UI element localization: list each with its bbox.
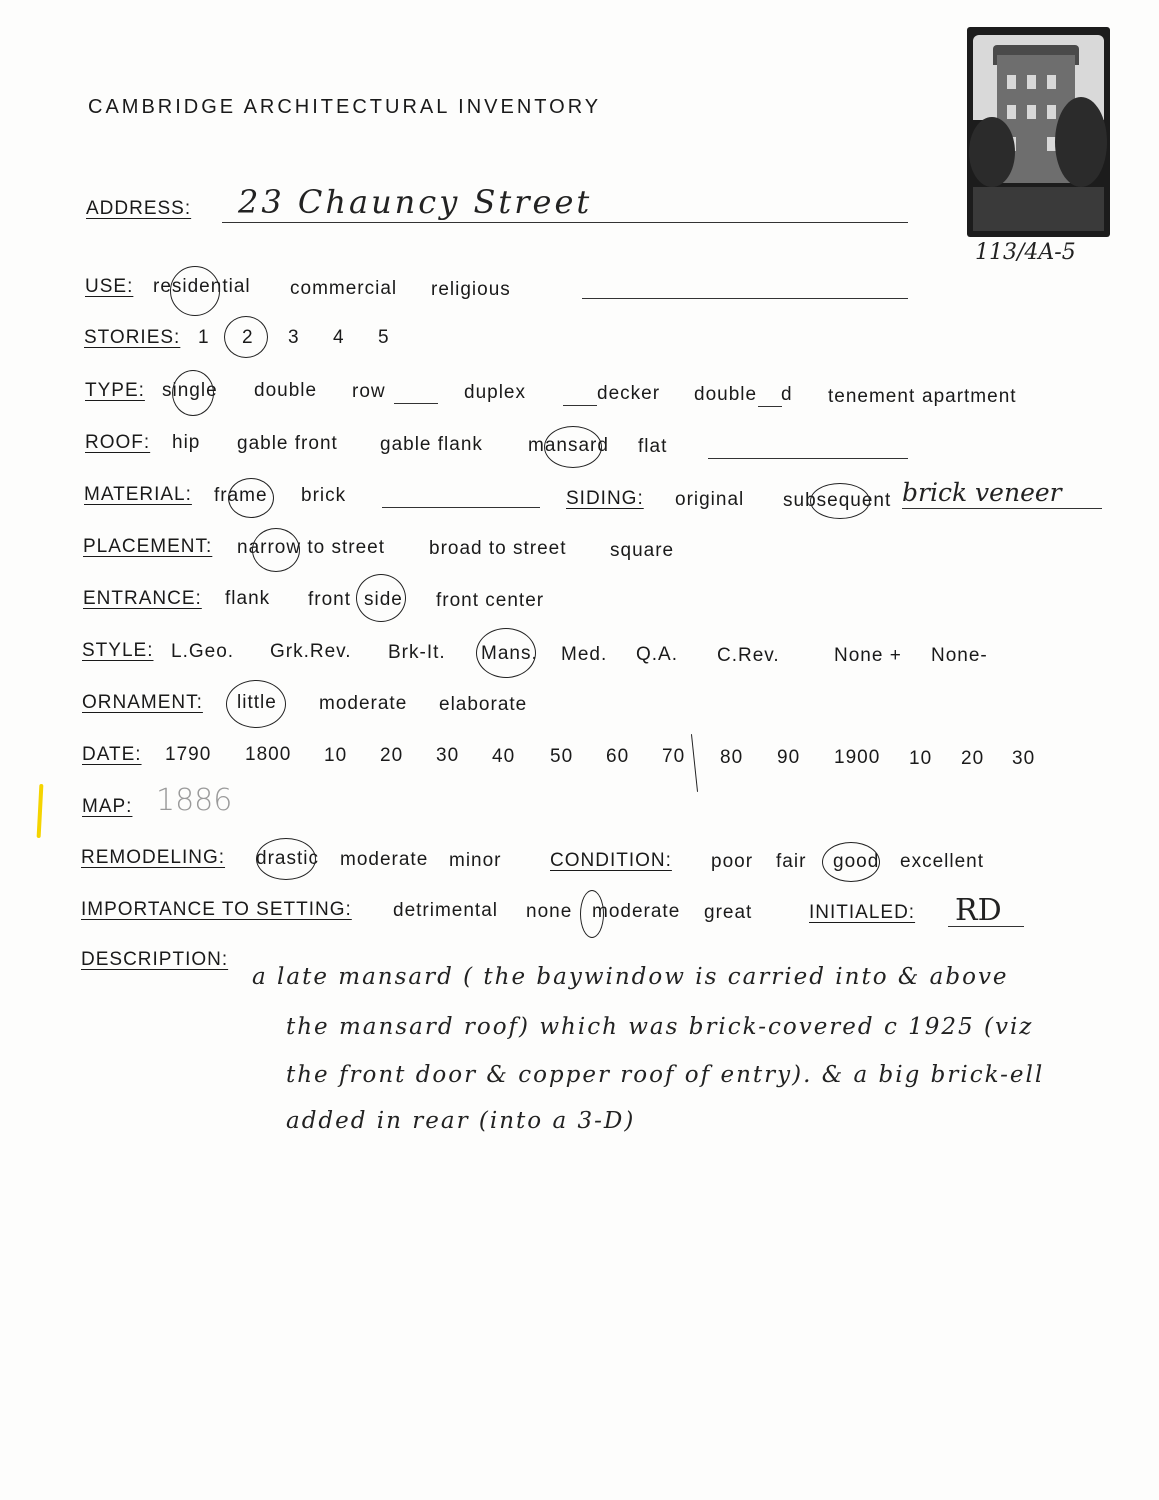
condition-option-poor[interactable]: poor xyxy=(711,851,754,872)
description-line: a late mansard ( the baywindow is carried into & above xyxy=(252,964,1009,990)
date-option-10[interactable]: 10 xyxy=(324,745,348,766)
decker-blank-line xyxy=(563,405,597,406)
type-option-double[interactable]: double xyxy=(254,380,318,401)
style-option-lgeo[interactable]: L.Geo. xyxy=(171,641,235,662)
type-option-tenement[interactable]: tenement xyxy=(828,386,916,407)
condition-option-excellent[interactable]: excellent xyxy=(900,851,984,872)
entrance-option-front[interactable]: front xyxy=(308,589,352,610)
selection-circle xyxy=(810,483,870,519)
entrance-label: ENTRANCE: xyxy=(83,588,202,609)
date-option-20b[interactable]: 20 xyxy=(961,748,985,769)
row-blank-line xyxy=(394,403,438,404)
date-option-1800[interactable]: 1800 xyxy=(245,744,292,765)
ornament-option-moderate[interactable]: moderate xyxy=(319,693,408,714)
form-title: CAMBRIDGE ARCHITECTURAL INVENTORY xyxy=(88,96,602,118)
selection-circle xyxy=(172,370,214,416)
description-line: the front door & copper roof of entry). & a big brick-ell xyxy=(286,1062,1045,1088)
style-option-brkit[interactable]: Brk-It. xyxy=(388,642,446,663)
stories-label: STORIES: xyxy=(84,327,181,348)
entrance-option-side[interactable]: side xyxy=(364,589,403,610)
type-option-apartment[interactable]: apartment xyxy=(922,386,1017,407)
highlighter-mark xyxy=(37,784,44,838)
roof-option-mansard[interactable]: mansard xyxy=(528,435,609,456)
date-option-30b[interactable]: 30 xyxy=(1012,748,1036,769)
stories-option-3[interactable]: 3 xyxy=(288,327,300,348)
siding-note-line xyxy=(902,508,1102,509)
style-option-grkrev[interactable]: Grk.Rev. xyxy=(270,641,352,662)
initialed-line xyxy=(948,926,1024,927)
stories-option-4[interactable]: 4 xyxy=(333,327,345,348)
selection-circle xyxy=(822,842,880,882)
importance-option-detrimental[interactable]: detrimental xyxy=(393,900,498,921)
siding-option-subsequent[interactable]: subsequent xyxy=(783,490,892,511)
type-label: TYPE: xyxy=(85,380,145,401)
siding-option-original[interactable]: original xyxy=(675,489,745,510)
description-line: the mansard roof) which was brick-covered c 1925 (viz xyxy=(286,1014,1034,1040)
selection-circle xyxy=(226,680,286,728)
condition-option-fair[interactable]: fair xyxy=(776,851,807,872)
remodeling-option-moderate[interactable]: moderate xyxy=(340,849,429,870)
type-option-double-d[interactable]: double xyxy=(694,384,758,405)
stories-option-1[interactable]: 1 xyxy=(198,327,210,348)
material-blank-line xyxy=(382,507,540,508)
entrance-option-flank[interactable]: flank xyxy=(225,588,271,609)
selection-circle xyxy=(252,528,300,572)
map-label: MAP: xyxy=(82,796,133,817)
placement-option-narrow[interactable]: narrow to street xyxy=(237,537,385,558)
initialed-value: RD xyxy=(955,893,1002,928)
selection-circle xyxy=(256,838,316,880)
style-option-qa[interactable]: Q.A. xyxy=(636,644,679,665)
date-label: DATE: xyxy=(82,744,142,765)
date-option-40[interactable]: 40 xyxy=(492,746,516,767)
date-option-10b[interactable]: 10 xyxy=(909,748,933,769)
date-option-60[interactable]: 60 xyxy=(606,746,630,767)
use-option-religious[interactable]: religious xyxy=(431,279,511,300)
condition-label: CONDITION: xyxy=(550,850,672,871)
stories-option-5[interactable]: 5 xyxy=(378,327,390,348)
roof-blank-line xyxy=(708,458,908,459)
type-option-duplex[interactable]: duplex xyxy=(464,382,526,403)
importance-label: IMPORTANCE TO SETTING: xyxy=(81,899,352,920)
style-option-none-plus[interactable]: None + xyxy=(834,645,902,666)
use-option-commercial[interactable]: commercial xyxy=(290,278,398,299)
style-label: STYLE: xyxy=(82,640,154,661)
address-line xyxy=(222,222,908,223)
selection-circle xyxy=(224,316,268,358)
selection-circle xyxy=(356,574,406,622)
siding-label: SIDING: xyxy=(566,488,644,509)
use-blank-line xyxy=(582,298,908,299)
date-option-50[interactable]: 50 xyxy=(550,746,574,767)
address-value: 23 Chauncy Street xyxy=(238,183,593,221)
roof-option-hip[interactable]: hip xyxy=(172,432,201,453)
date-option-70[interactable]: 70 xyxy=(662,746,686,767)
date-option-90[interactable]: 90 xyxy=(777,747,801,768)
address-label: ADDRESS: xyxy=(86,198,192,219)
siding-note: brick veneer xyxy=(902,478,1062,507)
stories-option-2[interactable]: 2 xyxy=(242,327,254,348)
selection-circle xyxy=(544,426,602,468)
roof-label: ROOF: xyxy=(85,432,151,453)
map-value: 1886 xyxy=(156,783,233,818)
placement-label: PLACEMENT: xyxy=(83,536,213,557)
entrance-option-front-center[interactable]: front center xyxy=(436,590,545,611)
roof-option-gable-front[interactable]: gable front xyxy=(237,433,338,454)
selection-circle xyxy=(228,478,274,518)
style-option-med[interactable]: Med. xyxy=(561,644,608,665)
importance-option-great[interactable]: great xyxy=(704,902,753,923)
building-photo xyxy=(967,27,1110,237)
placement-option-broad[interactable]: broad to street xyxy=(429,538,567,559)
roof-option-flat[interactable]: flat xyxy=(638,436,668,457)
type-option-d[interactable]: d xyxy=(781,384,793,405)
remodeling-label: REMODELING: xyxy=(81,847,226,868)
ornament-label: ORNAMENT: xyxy=(82,692,203,713)
use-label: USE: xyxy=(85,276,134,297)
type-option-decker[interactable]: decker xyxy=(597,383,661,404)
remodeling-option-minor[interactable]: minor xyxy=(449,850,502,871)
selection-circle xyxy=(580,890,604,938)
style-option-none-minus[interactable]: None- xyxy=(931,645,988,666)
placement-option-square[interactable]: square xyxy=(610,540,675,561)
selection-circle xyxy=(476,628,536,678)
ornament-option-little[interactable]: little xyxy=(237,692,277,713)
type-option-single[interactable]: single xyxy=(162,380,218,401)
date-option-20[interactable]: 20 xyxy=(380,745,404,766)
type-option-row[interactable]: row xyxy=(352,381,386,402)
material-label: MATERIAL: xyxy=(84,484,192,505)
importance-option-none[interactable]: none xyxy=(526,901,573,922)
double-d-blank-line xyxy=(758,406,782,407)
initialed-label: INITIALED: xyxy=(809,902,916,923)
date-option-30[interactable]: 30 xyxy=(436,745,460,766)
description-label: DESCRIPTION: xyxy=(81,949,229,970)
date-option-1790[interactable]: 1790 xyxy=(165,744,212,765)
date-option-80[interactable]: 80 xyxy=(720,747,744,768)
roof-option-gable-flank[interactable]: gable flank xyxy=(380,434,483,455)
photo-id: 113/4A-5 xyxy=(975,240,1076,265)
selection-circle xyxy=(170,266,220,316)
material-option-frame[interactable]: frame xyxy=(214,485,268,506)
ornament-option-elaborate[interactable]: elaborate xyxy=(439,694,528,715)
remodeling-option-drastic[interactable]: drastic xyxy=(256,848,319,869)
style-option-crev[interactable]: C.Rev. xyxy=(717,645,780,666)
condition-option-good[interactable]: good xyxy=(833,851,880,872)
description-line: added in rear (into a 3-D) xyxy=(286,1108,636,1134)
style-option-mans[interactable]: Mans. xyxy=(481,643,538,664)
use-option-residential[interactable]: residential xyxy=(153,276,251,297)
importance-option-moderate[interactable]: moderate xyxy=(592,901,681,922)
material-option-brick[interactable]: brick xyxy=(301,485,347,506)
date-mark-tick xyxy=(691,734,698,792)
date-option-1900[interactable]: 1900 xyxy=(834,747,881,768)
